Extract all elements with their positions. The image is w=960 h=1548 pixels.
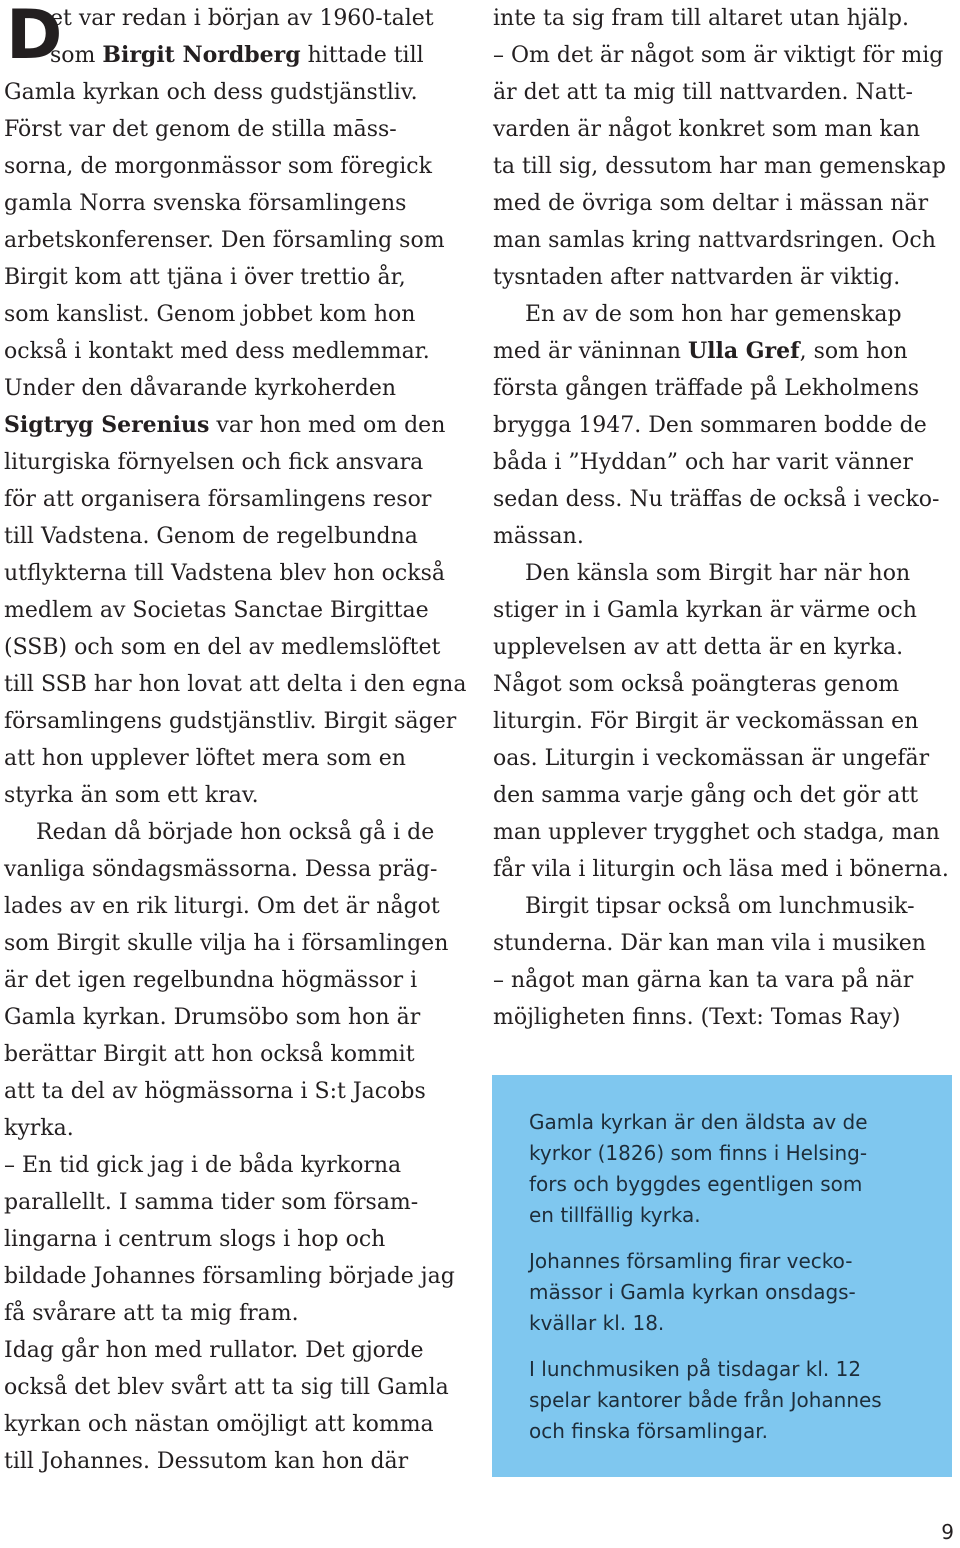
fact-box-paragraph: [529, 1107, 939, 1231]
text-line: är det igen regelbundna högmässor i: [4, 968, 418, 993]
text-line: En av de som hon har gemenskap: [525, 302, 902, 327]
page-number: 9: [941, 1520, 954, 1544]
fact-box-line: kyrkor (1826) som finns i Helsing-: [529, 1141, 868, 1165]
text-line: utflykterna till Vadstena blev hon också: [4, 561, 445, 586]
text-line: som kanslist. Genom jobbet kom hon: [4, 302, 416, 327]
text-line: arbetskonferenser. Den församling som: [4, 228, 445, 253]
text-line: för att organisera församlingens resor: [4, 487, 432, 512]
article-right-column: [493, 0, 951, 1036]
text-line: med är väninnan Ulla Gref, som hon: [493, 338, 908, 364]
text-line: att ta del av högmässorna i S:t Jacobs: [4, 1079, 426, 1104]
text-line: stiger in i Gamla kyrkan är värme och: [493, 598, 917, 623]
text-line: upplevelsen av att detta är en kyrka.: [493, 635, 904, 660]
text-line: man upplever trygghet och stadga, man: [493, 820, 940, 845]
text-line: inte ta sig fram till altaret utan hjälp.: [493, 6, 909, 31]
text-line: som Birgit skulle vilja ha i församlingen: [4, 931, 449, 956]
text-line: sedan dess. Nu träffas de också i vecko-: [493, 487, 940, 512]
fact-box-paragraph: [529, 1354, 939, 1447]
text-line: varden är något konkret som man kan: [493, 117, 920, 142]
person-name: Sigtryg Serenius: [4, 412, 210, 438]
text-line: få svårare att ta mig fram.: [4, 1301, 299, 1326]
text-line: Först var det genom de stilla māss-: [4, 117, 397, 142]
fact-box: [492, 1075, 952, 1477]
text-line: Något som också poängteras genom: [493, 672, 900, 697]
text-line: medlem av Societas Sanctae Birgittae: [4, 598, 429, 623]
text-line: Gamla kyrkan. Drumsöbo som hon är: [4, 1005, 421, 1030]
text-line: också det blev svårt att ta sig till Gamla: [4, 1375, 449, 1400]
text-line: Idag går hon med rullator. Det gjorde: [4, 1338, 424, 1363]
fact-box-line: och finska församlingar.: [529, 1419, 768, 1443]
text-line: man samlas kring nattvardsringen. Och: [493, 228, 936, 253]
text-line: tysntaden after nattvarden är viktig.: [493, 265, 901, 290]
text-line: till SSB har hon lovat att delta i den egna: [4, 672, 467, 697]
left-column-text: [4, 0, 467, 1480]
fact-box-line: I lunchmusiken på tisdagar kl. 12: [529, 1357, 862, 1381]
right-column-text: [493, 0, 951, 1036]
person-name: Ulla Gref: [687, 338, 800, 364]
text-line: är det att ta mig till nattvarden. Natt-: [493, 80, 913, 105]
text-line: et var redan i början av 1960-talet: [50, 6, 434, 31]
text-line: mässan.: [493, 524, 584, 549]
text-line: kyrkan och nästan omöjligt att komma: [4, 1412, 434, 1437]
text-line: stunderna. Där kan man vila i musiken: [493, 931, 926, 956]
text-line: gamla Norra svenska församlingens: [4, 191, 407, 216]
text-line: båda i ”Hyddan” och har varit vänner: [493, 450, 913, 475]
text-line: kyrka.: [4, 1116, 74, 1141]
text-line: parallellt. I samma tider som försam-: [4, 1190, 419, 1215]
text-line: att hon upplever löftet mera som en: [4, 746, 406, 771]
text-line: (SSB) och som en del av medlemslöftet: [4, 635, 441, 660]
text-line: styrka än som ett krav.: [4, 783, 259, 808]
text-line: – En tid gick jag i de båda kyrkorna: [4, 1153, 402, 1178]
text-line: ta till sig, dessutom har man gemenskap: [493, 154, 946, 179]
fact-box-line: Johannes församling firar vecko-: [529, 1249, 853, 1273]
text-line: får vila i liturgin och läsa med i bönerna.: [493, 857, 949, 882]
fact-box-text: [529, 1107, 939, 1462]
text-line: den samma varje gång och det gör att: [493, 783, 919, 808]
text-line: Redan då började hon också gå i de: [36, 820, 435, 845]
text-line: liturgiska förnyelsen och fick ansvara: [4, 450, 424, 475]
text-line: Den känsla som Birgit har när hon: [525, 561, 911, 586]
text-line: – något man gärna kan ta vara på när: [493, 968, 914, 993]
text-line: församlingens gudstjänstliv. Birgit säger: [4, 709, 457, 734]
text-line: bildade Johannes församling började jag: [4, 1264, 455, 1289]
text-line: lingarna i centrum slogs i hop och: [4, 1227, 386, 1252]
text-line: Birgit kom att tjäna i över trettio år,: [4, 265, 406, 290]
text-line: brygga 1947. Den sommaren bodde de: [493, 413, 927, 438]
fact-box-line: fors och byggdes egentligen som: [529, 1172, 863, 1196]
fact-box-paragraph: [529, 1246, 939, 1339]
text-line: med de övriga som deltar i mässan när: [493, 191, 929, 216]
text-line: Gamla kyrkan och dess gudstjänstliv.: [4, 80, 418, 105]
text-line: möjligheten finns. (Text: Tomas Ray): [493, 1005, 901, 1030]
text-line: vanliga söndagsmässorna. Dessa präg-: [4, 857, 438, 882]
text-line: Sigtryg Serenius var hon med om den: [4, 412, 446, 438]
text-line: berättar Birgit att hon också kommit: [4, 1042, 415, 1067]
text-line: till Johannes. Dessutom kan hon där: [4, 1449, 409, 1474]
fact-box-line: en tillfällig kyrka.: [529, 1203, 701, 1227]
text-line: också i kontakt med dess medlemmar.: [4, 339, 430, 364]
fact-box-line: Gamla kyrkan är den äldsta av de: [529, 1110, 868, 1134]
text-line: oas. Liturgin i veckomässan är ungefär: [493, 746, 930, 771]
person-name: Birgit Nordberg: [102, 42, 301, 68]
text-line: liturgin. För Birgit är veckomässan en: [493, 709, 919, 734]
text-line: som Birgit Nordberg hittade till: [50, 42, 424, 68]
text-line: Birgit tipsar också om lunchmusik-: [525, 894, 915, 919]
fact-box-line: spelar kantorer både från Johannes: [529, 1388, 882, 1412]
text-line: lades av en rik liturgi. Om det är något: [4, 894, 440, 919]
text-line: – Om det är något som är viktigt för mig: [493, 43, 944, 68]
text-line: sorna, de morgonmässor som föregick: [4, 154, 432, 179]
text-line: Under den dåvarande kyrkoherden: [4, 376, 397, 401]
fact-box-line: mässor i Gamla kyrkan onsdags-: [529, 1280, 856, 1304]
fact-box-line: kvällar kl. 18.: [529, 1311, 665, 1335]
text-line: till Vadstena. Genom de regelbundna: [4, 524, 418, 549]
text-line: första gången träffade på Lekholmens: [493, 376, 920, 401]
drop-cap: D: [6, 0, 63, 75]
article-left-column: [4, 0, 467, 1480]
